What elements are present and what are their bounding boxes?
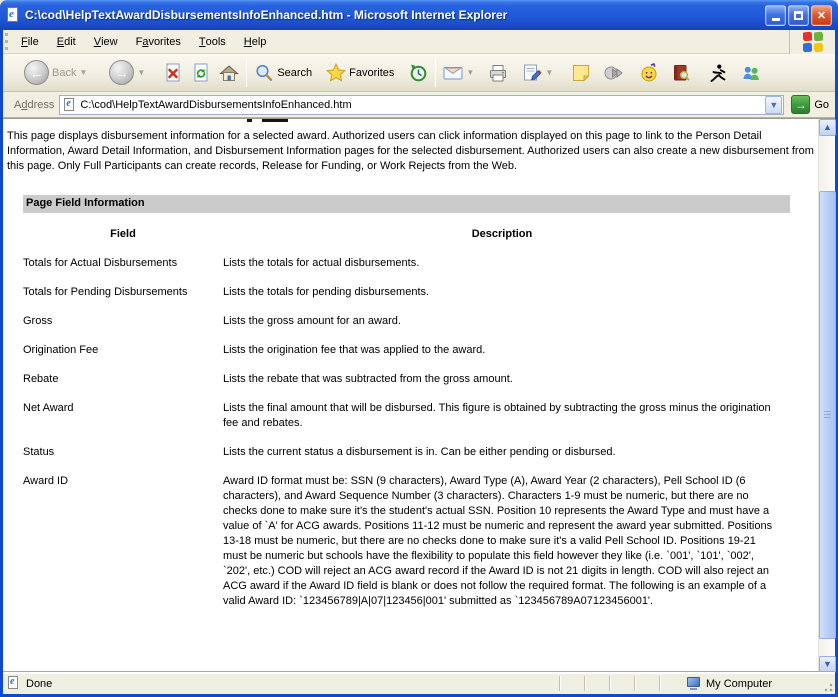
intro-paragraph: This page displays disbursement information for a selected award. Authorized users can click information displayed on this page to link to the Person Detail Information, Award Detail Information, and Disbursement Information pages for the selected disbursement. Authorized users can also create a new disbursement from this page. Only Full Participants can create records, Release for Funding, or Work Rejects from the Web. bbox=[7, 130, 814, 172]
menu-bar bbox=[3, 30, 835, 54]
messenger-button[interactable] bbox=[737, 61, 765, 85]
field-name: Origination Fee bbox=[23, 344, 99, 356]
research-book-icon bbox=[671, 63, 691, 83]
favorites-star-icon bbox=[326, 63, 346, 83]
search-button[interactable] bbox=[250, 61, 316, 85]
table-row bbox=[23, 401, 781, 445]
field-name: Rebate bbox=[23, 373, 59, 385]
menu-favorites[interactable]: F a vorites bbox=[135, 35, 181, 48]
back-button[interactable] bbox=[20, 58, 91, 87]
address-input[interactable] bbox=[59, 95, 784, 115]
edit-button[interactable] bbox=[518, 61, 557, 85]
menu-help[interactable]: H elp bbox=[243, 35, 267, 48]
chevron-up-icon: ▲ bbox=[823, 122, 832, 132]
stop-icon bbox=[163, 63, 183, 83]
refresh-icon bbox=[191, 63, 211, 83]
field-description: Lists the gross amount for an award. bbox=[223, 315, 401, 327]
table-row bbox=[23, 445, 781, 474]
toolbar-separator bbox=[246, 59, 247, 87]
favorites-label: Favorites bbox=[349, 66, 395, 79]
back-dropdown-icon[interactable]: ▼ bbox=[79, 68, 88, 77]
ie-status-icon: e bbox=[7, 676, 22, 691]
refresh-button[interactable] bbox=[187, 61, 215, 85]
chevron-down-icon: ▼ bbox=[823, 659, 832, 669]
address-dropdown-button[interactable] bbox=[765, 96, 782, 114]
field-description: Lists the current status a disbursement is in. Can be either pending or disbursed. bbox=[223, 446, 616, 458]
history-button[interactable] bbox=[404, 61, 432, 85]
description-column-header: Description bbox=[471, 228, 533, 240]
print-icon bbox=[488, 63, 508, 83]
title-bar[interactable] bbox=[0, 0, 838, 30]
menubar-grip-handle[interactable] bbox=[5, 33, 12, 50]
address-bar bbox=[3, 92, 835, 118]
statusbar-pane-divider bbox=[609, 676, 610, 691]
field-description: Lists the totals for actual disbursements. bbox=[223, 257, 420, 269]
zone-label: My Computer bbox=[706, 677, 773, 690]
home-icon bbox=[219, 63, 239, 83]
windows-logo-icon bbox=[803, 32, 823, 52]
search-icon bbox=[254, 63, 274, 83]
mail-icon bbox=[443, 63, 463, 83]
forward-icon: → bbox=[109, 60, 134, 85]
scroll-up-button[interactable] bbox=[819, 119, 836, 136]
mail-button[interactable] bbox=[439, 61, 478, 85]
media-player-icon bbox=[603, 63, 623, 83]
security-zone-pane bbox=[687, 673, 772, 694]
document-body bbox=[3, 119, 818, 672]
htm-page-icon: e bbox=[63, 98, 77, 112]
yahoo-messenger-button[interactable] bbox=[635, 61, 663, 85]
my-computer-icon bbox=[687, 677, 702, 690]
status-bar bbox=[3, 672, 835, 694]
section-header: Page Field Information bbox=[23, 195, 790, 213]
windows-messenger-icon bbox=[741, 63, 761, 83]
maximize-button[interactable] bbox=[788, 5, 809, 26]
forward-dropdown-icon[interactable]: ▼ bbox=[137, 68, 146, 77]
field-description: Lists the rebate that was subtracted from the gross amount. bbox=[223, 373, 513, 385]
forward-button[interactable] bbox=[105, 58, 149, 87]
statusbar-pane-divider bbox=[634, 676, 635, 691]
menu-file[interactable]: F ile bbox=[21, 35, 39, 48]
table-row bbox=[23, 372, 781, 401]
resize-grip[interactable] bbox=[821, 680, 833, 692]
maximize-icon bbox=[794, 11, 803, 20]
field-description: Lists the totals for pending disbursements. bbox=[223, 286, 430, 298]
close-icon: ✕ bbox=[816, 9, 827, 22]
yahoo-messenger-icon bbox=[639, 63, 659, 83]
back-icon: ← bbox=[24, 60, 49, 85]
field-column-header: Field bbox=[110, 228, 136, 240]
go-button[interactable] bbox=[791, 95, 810, 114]
vertical-scrollbar[interactable] bbox=[818, 119, 835, 673]
back-label: Back bbox=[52, 66, 77, 79]
ie-document-icon: e bbox=[5, 7, 21, 23]
minimize-button[interactable] bbox=[765, 5, 786, 26]
aim-running-man-icon bbox=[707, 63, 727, 83]
go-label[interactable]: Go bbox=[814, 98, 829, 111]
edit-icon bbox=[522, 63, 542, 83]
field-description: Lists the origination fee that was applied to the award. bbox=[223, 344, 486, 356]
toolbar-separator bbox=[435, 59, 436, 87]
field-description: Award ID format must be: SSN (9 characters), Award Type (A), Award Year (2 characters), Pell School ID (6 characters), and Award Sequence Number (3 characters). Characters 1-9 must be numeric, but there are no checks done to make sure it's the student's actual SSN. Position 10 represents the Award Type and must have a value of `A' for ACG awards. Positions 11-12 must be numeric and represent the award year submitted. Positions 13-18 must be numeric, but there are no checks done to make sure it's a valid Pell School ID. Positions 19-21 must be numeric but schools have the flexibility to populate this field however they like (i.e. `001', `101', `002', `202', etc.) COD will reject an ACG award record if the Award ID is not 21 digits in length. COD will also reject an ACG award if the Award ID field is blank or does not follow the required format. The following is an example of a valid Award ID: `123456789|A|07|123456|001' submitted as `123456789A07123456001'. bbox=[223, 475, 773, 607]
scrollbar-thumb[interactable] bbox=[819, 191, 836, 639]
scrollbar-grip bbox=[824, 411, 831, 419]
minimize-icon bbox=[772, 18, 780, 21]
discuss-button[interactable] bbox=[567, 61, 595, 85]
chevron-down-icon: ▼ bbox=[769, 99, 779, 110]
stop-button[interactable] bbox=[159, 61, 187, 85]
field-name: Award ID bbox=[23, 475, 69, 487]
home-button[interactable] bbox=[215, 61, 243, 85]
table-row bbox=[23, 285, 781, 314]
go-arrow-icon: → bbox=[794, 97, 807, 112]
media-button[interactable] bbox=[599, 61, 627, 85]
field-name: Gross bbox=[23, 315, 53, 327]
field-name: Totals for Actual Disbursements bbox=[23, 257, 178, 269]
page-field-table bbox=[23, 227, 781, 623]
field-name: Net Award bbox=[23, 402, 74, 414]
windows-logo-box bbox=[789, 30, 835, 54]
field-name: Totals for Pending Disbursements bbox=[23, 286, 188, 298]
menu-edit[interactable]: E dit bbox=[56, 35, 76, 48]
statusbar-pane-divider bbox=[584, 676, 585, 691]
address-value: C:\cod\HelpTextAwardDisbursementsInfoEnhanced.htm bbox=[80, 98, 352, 111]
address-label: Address bbox=[14, 98, 55, 111]
discuss-note-icon bbox=[571, 63, 591, 83]
table-row bbox=[23, 314, 781, 343]
table-row bbox=[23, 256, 781, 285]
field-name: Status bbox=[23, 446, 55, 458]
status-text: Done bbox=[26, 677, 53, 690]
menu-tools[interactable]: T ools bbox=[198, 35, 226, 48]
aim-button[interactable] bbox=[703, 61, 731, 85]
statusbar-pane-divider bbox=[659, 676, 660, 691]
history-icon bbox=[408, 63, 428, 83]
page-content bbox=[3, 118, 835, 672]
statusbar-pane-divider bbox=[559, 676, 560, 691]
table-row bbox=[23, 474, 781, 623]
close-button[interactable] bbox=[811, 5, 832, 26]
standard-toolbar bbox=[3, 54, 835, 92]
mail-dropdown-icon[interactable]: ▼ bbox=[466, 68, 475, 77]
print-button[interactable] bbox=[484, 61, 512, 85]
menu-bar-items bbox=[12, 30, 275, 53]
table-row bbox=[23, 343, 781, 372]
menu-view[interactable]: V iew bbox=[93, 35, 118, 48]
search-label: Search bbox=[277, 66, 313, 79]
edit-dropdown-icon[interactable]: ▼ bbox=[545, 68, 554, 77]
research-button[interactable] bbox=[667, 61, 695, 85]
field-description: Lists the final amount that will be disbursed. This figure is obtained by subtracting the gross minus the origination fee and rebates. bbox=[223, 402, 771, 429]
window-title: C:\cod\HelpTextAwardDisbursementsInfoEnhanced.htm - Microsoft Internet Explorer bbox=[25, 8, 508, 22]
favorites-button[interactable] bbox=[322, 61, 398, 85]
